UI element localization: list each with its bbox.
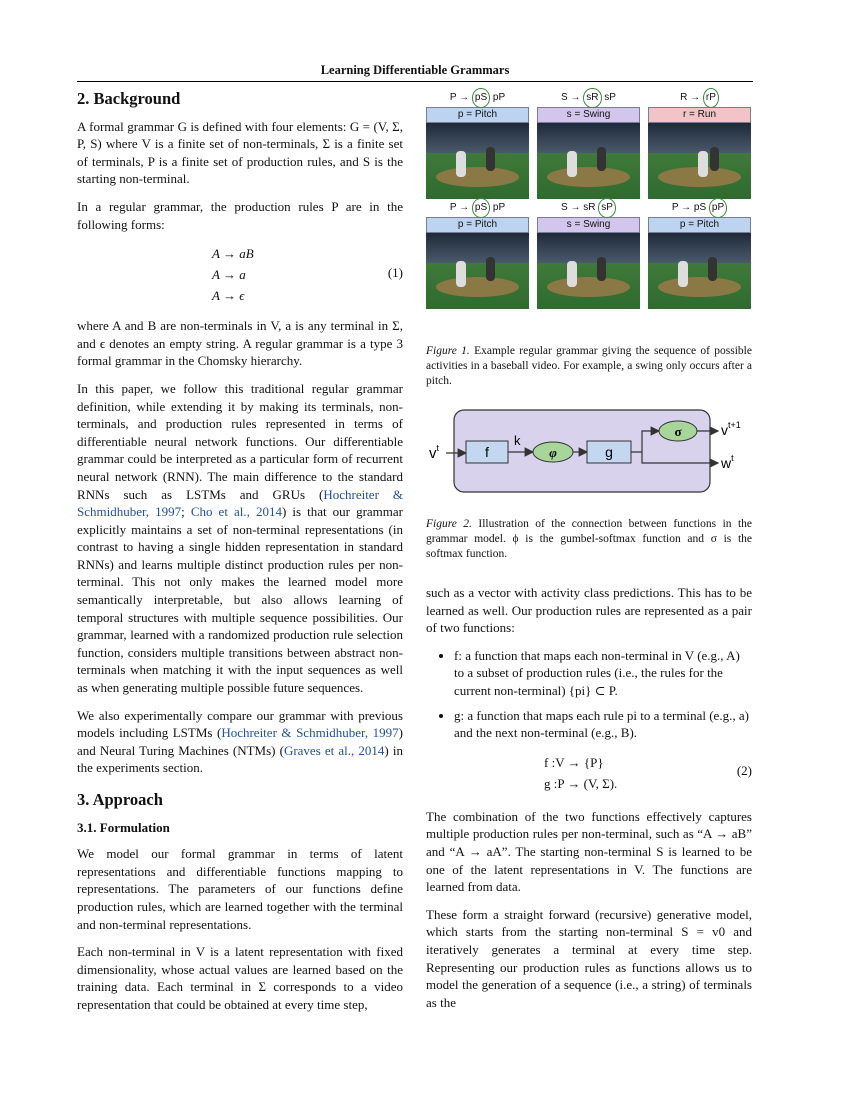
arrow-icon: → <box>459 202 470 213</box>
rule-lhs: S <box>561 92 568 103</box>
equation-2-line-1: f :V → {P} <box>544 754 604 770</box>
baseball-video-frame <box>426 233 529 309</box>
paragraph-text: We also experimentally compare our grammar with previous models including LSTMs ( <box>77 707 403 741</box>
citation-link[interactable]: Cho et al., 2014 <box>190 504 282 520</box>
equation-2-number: (2) <box>736 762 752 778</box>
figure-2-caption <box>426 517 752 562</box>
baseball-video-frame <box>426 123 529 199</box>
equation-1 <box>77 243 403 307</box>
background-paragraph-3: where A and B are non-terminals in V, a is any terminal in Σ, and ϵ denotes an empty string. A regular grammar is a type 3 formal grammar in the Chomsky hierarchy. <box>77 318 403 369</box>
paragraph-text: ) in the experiments section. <box>77 742 403 776</box>
activity-label: p = Pitch <box>648 217 751 233</box>
equation-1-line-2: A → a <box>212 267 246 283</box>
rule-rhs-prefix: sR <box>583 202 599 213</box>
rule-lhs: P <box>671 202 679 213</box>
figure-2-diagram <box>426 407 752 507</box>
equation-1-number: (1) <box>387 265 403 281</box>
paragraph-text: ) and Neural Turing Machines (NTMs) ( <box>77 725 403 758</box>
rule-lhs: R <box>680 92 688 103</box>
rule-lhs: P <box>449 202 457 213</box>
formulation-paragraph-2: Each non-terminal in V is a latent representation with fixed dimensionality, whose actual values are learned based on the training data. Each terminal in Σ corresponds to a video representation that could be obtained at every time step, <box>77 944 403 1012</box>
activity-label: p = Pitch <box>426 217 529 233</box>
g-label: g <box>605 444 613 460</box>
right-column <box>426 88 752 1021</box>
arrow-icon: → <box>570 202 581 213</box>
figure-1-cell <box>426 88 529 199</box>
equation-2-line-2: g :P → (V, Σ). <box>544 775 618 791</box>
production-rule <box>537 88 640 107</box>
rule-selected-circle: pS <box>472 88 490 108</box>
rule-rhs-prefix: pS <box>693 202 709 213</box>
sigma-label: σ <box>674 424 682 439</box>
output-wt-label: $w^t$ <box>721 453 734 471</box>
arrow-icon: → <box>690 92 701 103</box>
figure-1-cell <box>648 198 751 309</box>
citation-link[interactable]: Hochreiter & Schmidhuber, 1997 <box>221 725 399 741</box>
output-vnext-label: $v^{t+1}$ <box>721 420 741 438</box>
formulation-paragraph-1: We model our formal grammar in terms of latent representations and differentiable functions mapping to representations. The parameters of our functions define production rules, which are learned together with the terminal and non-terminal representations. <box>77 846 403 932</box>
section-2-heading: 2. Background <box>77 89 181 108</box>
background-paragraph-4 <box>77 380 403 697</box>
paragraph-text: ) is that our grammar explicitly maintains a set of non-terminal representations (in contrast to having a single hidden representation in standard RNNs) and learns multiple distinct production rules per non-terminal. This not only makes the learned model more semantically interpretable, but also allows learning of temporal structures with multiple sequence possibilities. Our grammar, learned with a randomized production rule selection function, considers multiple transitions between abstract non-terminals when matching it with the input sequences as well as when generating multiple possible future sequences. <box>77 504 403 696</box>
activity-label: s = Swing <box>537 217 640 233</box>
figure-2 <box>426 407 752 507</box>
baseball-video-frame <box>648 233 751 309</box>
k-label: k <box>514 433 521 448</box>
rule-selected-circle: rP <box>703 88 719 108</box>
left-column <box>77 88 403 1024</box>
figure-1-cell <box>537 198 640 309</box>
approach-paragraph-2: The combination of the two functions effectively captures multiple production rules per non-terminal, such as “A → aB” and “A → aA”. The starting non-terminal S is learned to be one of the latent representations in V. The functions are learned from data. <box>426 808 752 895</box>
rule-selected-circle: pP <box>709 198 727 218</box>
figure-2-caption-text: Illustration of the connection between functions in the grammar model. ϕ is the gumbel-softmax function and σ is the softmax function. <box>426 518 753 560</box>
rule-rhs-rest: pP <box>490 92 506 103</box>
figure-2-label: Figure 2. <box>426 518 472 530</box>
input-vt-label: $v^t$ <box>429 443 440 462</box>
production-rule <box>537 198 640 217</box>
arrow-icon: → <box>681 202 692 213</box>
equation-2 <box>426 752 752 796</box>
citation-link[interactable]: Hochreiter & Schmidhuber, 1997 <box>77 486 403 520</box>
paragraph-text: In this paper, we follow this traditional regular grammar definition, while extending it by making its terminals, non-terminals, and production rules represented in terms of differentiable neural network functions. Our differentiable grammar could be interpreted as a particular form of recurrent neural network (RNN). The main difference to the standard RNNs such as LSTMs and GRUs ( <box>77 380 403 502</box>
section-3-heading: 3. Approach <box>77 790 163 809</box>
figure-1-caption-text: Example regular grammar giving the sequence of possible activities in a baseball video. For example, a swing only occurs after a pitch. <box>426 345 752 387</box>
subsection-3-1-heading: 3.1. Formulation <box>77 819 170 835</box>
baseball-video-frame <box>537 233 640 309</box>
citation-separator: ; <box>181 504 191 520</box>
baseball-video-frame <box>537 123 640 199</box>
approach-paragraph-3: These form a straight forward (recursive) generative model, which starts from the starting non-terminal S = v0 and iteratively generates a terminal at every time step. Representing our production rules as functions allows us to model the generation of a sequence (i.e., a string) of terminals as the <box>426 906 752 1010</box>
arrow-icon: → <box>570 92 581 103</box>
phi-label: φ <box>549 445 557 460</box>
activity-label: p = Pitch <box>426 107 529 123</box>
background-paragraph-5 <box>77 707 403 777</box>
rule-lhs: P <box>449 92 457 103</box>
figure-1-label: Figure 1. <box>426 345 470 357</box>
rule-lhs: S <box>561 202 568 213</box>
background-paragraph-1: A formal grammar G is defined with four elements: G = (V, Σ, P, S) where V is a finite set of non-terminals, Σ is a finite set of terminals, P is a finite set of production rules, and S is the starting non-terminal. <box>77 118 403 187</box>
production-rule <box>648 88 751 107</box>
background-paragraph-2: In a regular grammar, the production rules P are in the following forms: <box>77 198 403 232</box>
list-item: • f: a function that maps each non-terminal in V (e.g., A) to a subset of production rules (i.e., the rules for the current non-terminal) {pi} ⊂ P. <box>454 647 752 700</box>
figure-1-row <box>426 88 752 198</box>
baseball-video-frame <box>648 123 751 199</box>
function-list <box>426 647 752 742</box>
rule-selected-circle: sR <box>583 88 601 108</box>
figure-1-row <box>426 198 752 308</box>
running-header: Learning Differentiable Grammars <box>77 63 753 82</box>
figure-1 <box>426 88 752 314</box>
rule-rhs-rest: sP <box>601 92 616 103</box>
activity-label: r = Run <box>648 107 751 123</box>
figure-1-cell <box>537 88 640 199</box>
activity-label: s = Swing <box>537 107 640 123</box>
arrow-icon: → <box>459 92 470 103</box>
figure-1-cell <box>648 88 751 199</box>
list-item: • g: a function that maps each rule pi to a terminal (e.g., a) and the next non-terminal (e.g., B). <box>454 707 752 742</box>
production-rule <box>426 198 529 217</box>
f-label: f <box>485 444 489 460</box>
rule-selected-circle: pS <box>472 198 490 218</box>
rule-rhs-rest: pP <box>490 202 506 213</box>
equation-1-line-1: A → aB <box>212 246 254 262</box>
production-rule <box>426 88 529 107</box>
figure-1-cell <box>426 198 529 309</box>
production-rule <box>648 198 751 217</box>
equation-1-line-3: A → ϵ <box>212 288 245 304</box>
figure-1-caption <box>426 344 752 389</box>
citation-link[interactable]: Graves et al., 2014 <box>283 742 385 758</box>
rule-selected-circle: sP <box>598 198 616 218</box>
approach-paragraph-1: such as a vector with activity class predictions. This has to be learned as well. Our production rules are represented as a pair of two functions: <box>426 585 752 636</box>
